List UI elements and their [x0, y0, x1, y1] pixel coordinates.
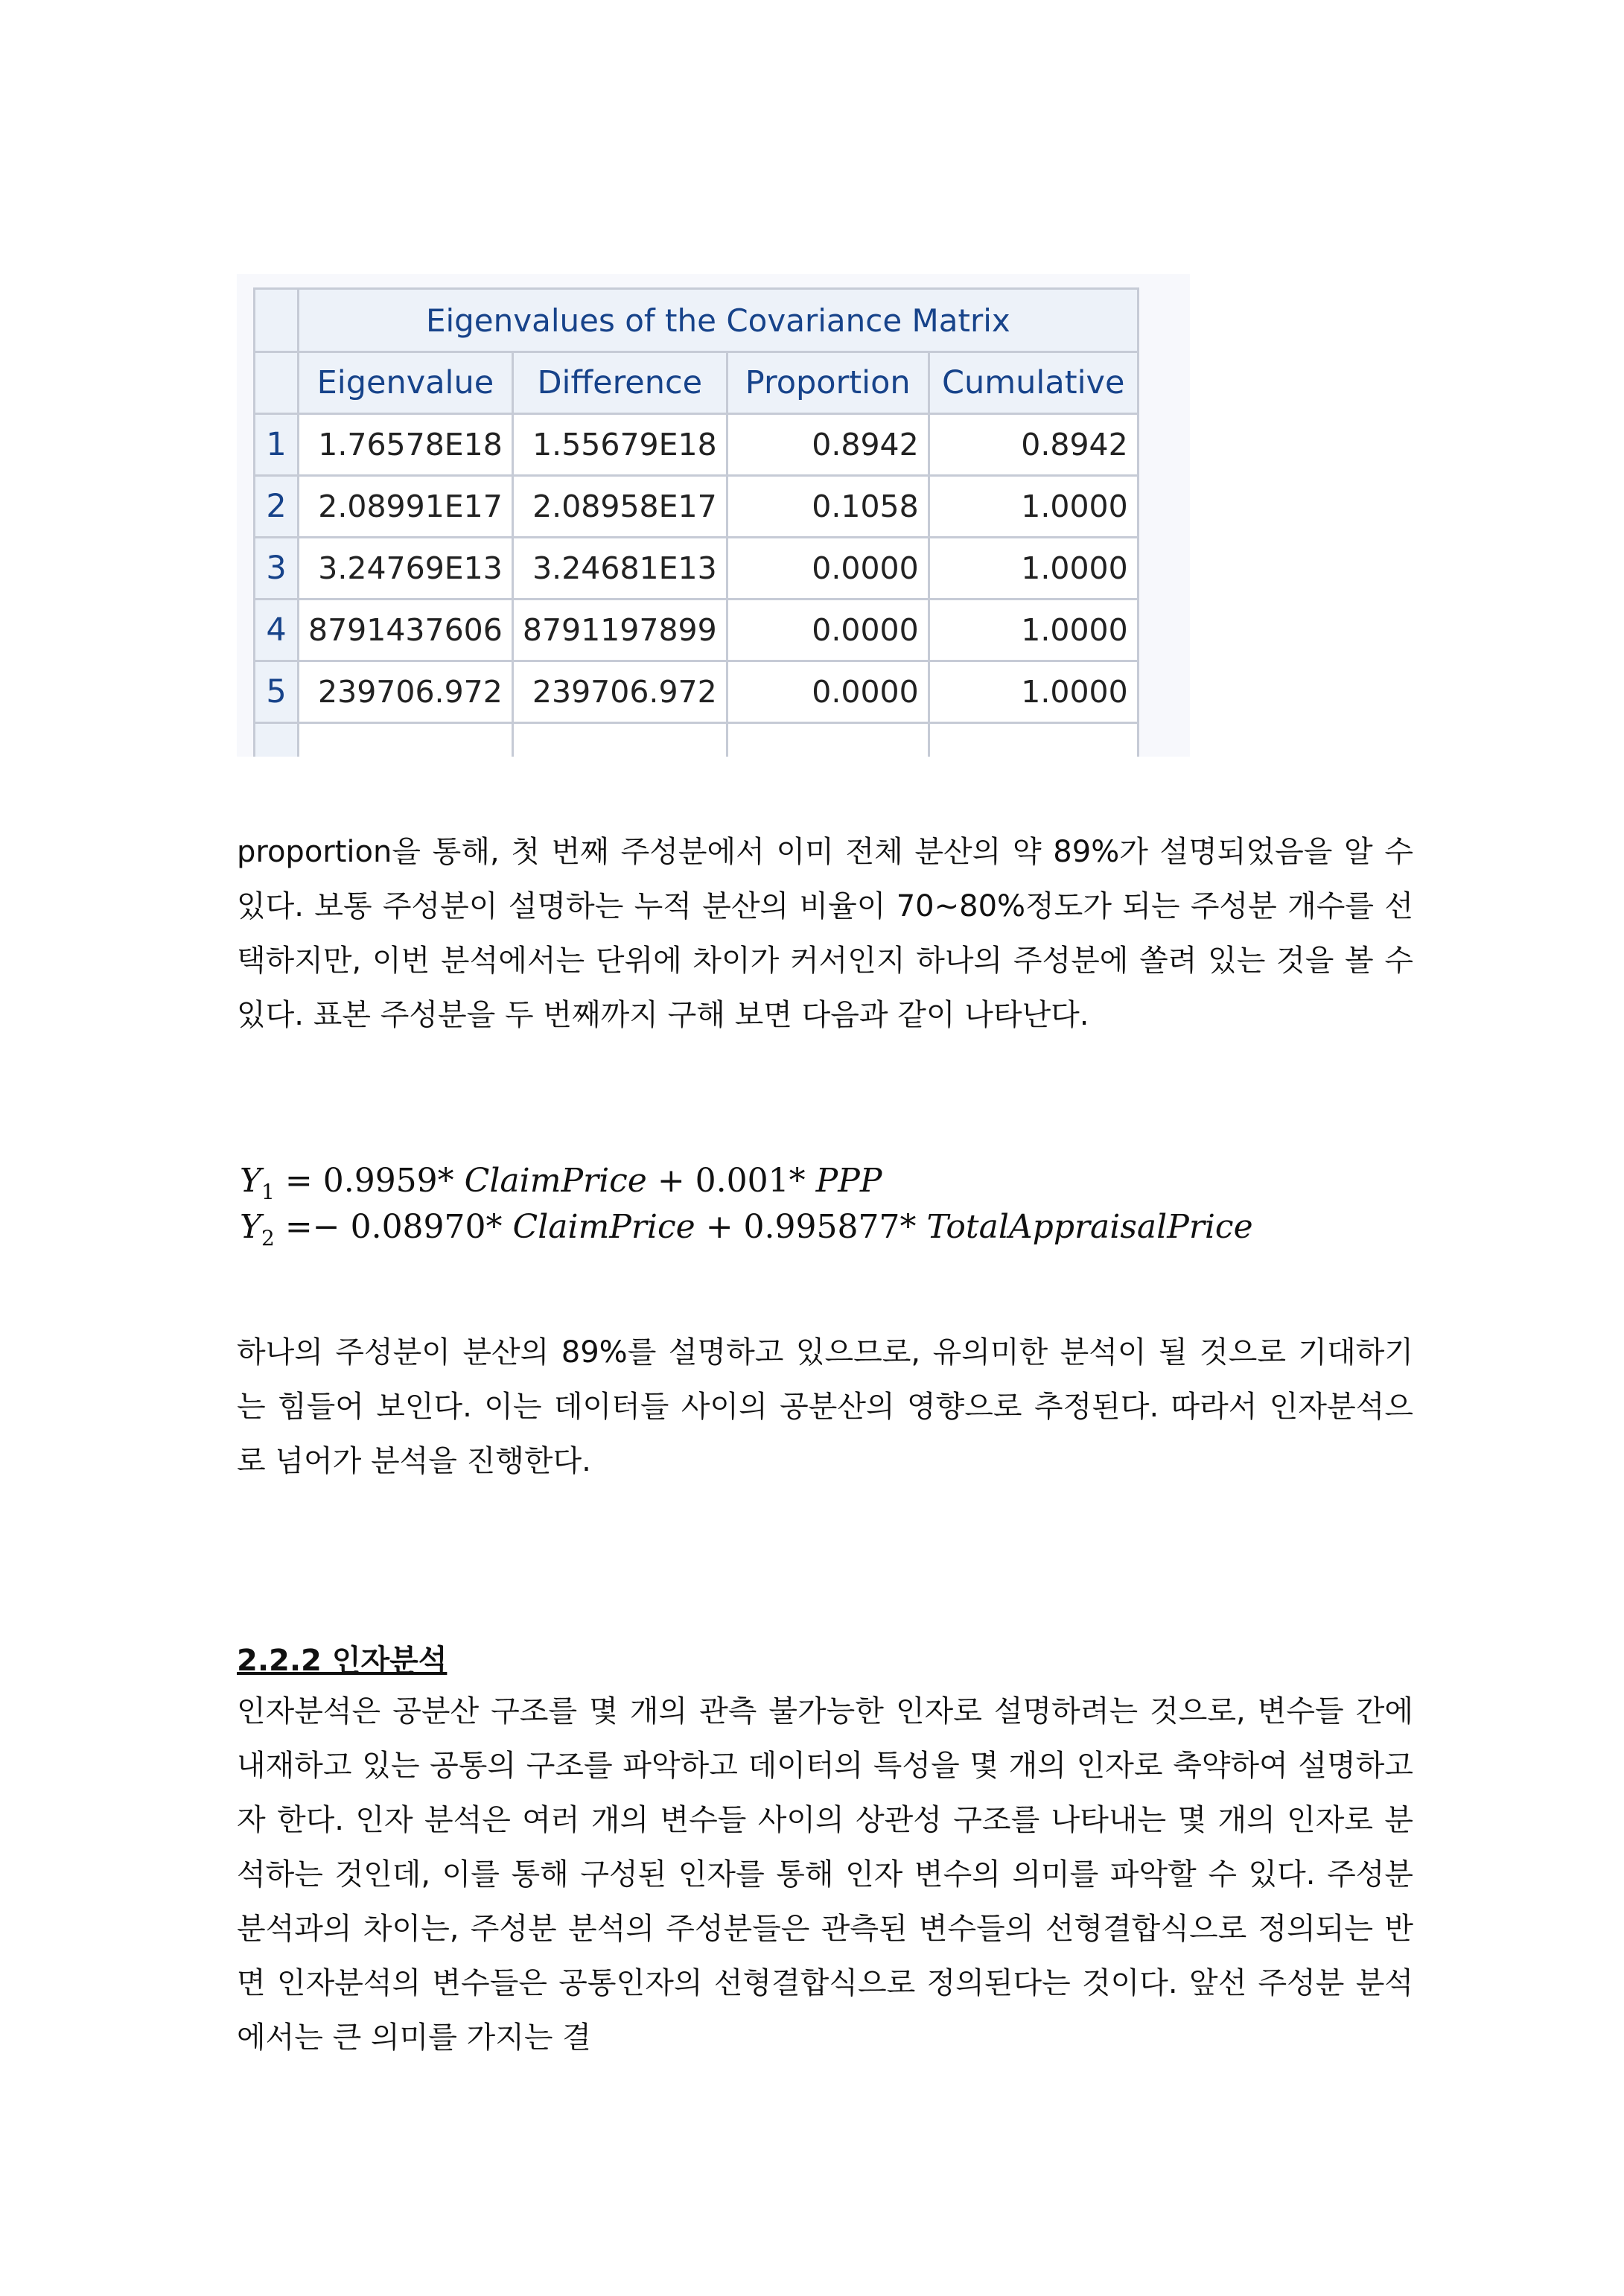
difference-cell: 1.55679E18: [512, 414, 727, 476]
eigenvalue-cell: 3.24769E13: [299, 538, 513, 600]
eigenvalue-table: [253, 287, 1139, 757]
cumulative-cell: 1.0000: [929, 600, 1138, 661]
difference-cell: 8791197899: [512, 600, 727, 661]
proportion-cell: 0.1058: [727, 476, 929, 538]
equation-y2: [240, 1208, 1253, 1250]
equation-variable: PPP: [815, 1162, 882, 1200]
equation-variable: ClaimPrice: [512, 1208, 695, 1246]
table-row: [255, 600, 1139, 661]
eigenvalue-table-screenshot: [237, 274, 1190, 757]
equation-lhs: Y: [240, 1208, 262, 1246]
paragraph-interpretation: 하나의 주성분이 분산의 89%를 설명하고 있으므로, 유의미한 분석이 될 것으로 기대하기는 힘들어 보인다. 이는 데이터들 사이의 공분산의 영향으로 추정된다. 따라서 인자분석으로 넘어가 분석을 진행한다.: [237, 1335, 1413, 1478]
table-row: [255, 476, 1139, 538]
row-number: 1: [255, 414, 299, 476]
proportion-cell: 0.0000: [727, 538, 929, 600]
difference-cell: 3.24681E13: [512, 538, 727, 600]
table-row-cropped: [255, 723, 1139, 757]
eigenvalue-cell: 1.76578E18: [299, 414, 513, 476]
column-header-eigenvalue: Eigenvalue: [299, 352, 513, 414]
table-row: [255, 538, 1139, 600]
equation-term: + 0.995877*: [695, 1208, 927, 1246]
equation-subscript: 1: [261, 1179, 275, 1204]
row-number: 2: [255, 476, 299, 538]
table-title: Eigenvalues of the Covariance Matrix: [299, 289, 1139, 352]
section-heading: 2.2.2 인자분석: [237, 1644, 448, 1678]
column-header-difference: Difference: [512, 352, 727, 414]
equation-y1: [240, 1162, 882, 1204]
cumulative-cell: 1.0000: [929, 661, 1138, 723]
table-row: [255, 661, 1139, 723]
equation-term: =− 0.08970*: [274, 1208, 513, 1246]
proportion-cell: 0.0000: [727, 661, 929, 723]
equation-term: = 0.9959*: [274, 1162, 465, 1200]
difference-cell: 239706.972: [512, 661, 727, 723]
equation-term: + 0.001*: [646, 1162, 816, 1200]
proportion-cell: 0.0000: [727, 600, 929, 661]
paragraph-proportion: proportion을 통해, 첫 번째 주성분에서 이미 전체 분산의 약 89%가 설명되었음을 알 수 있다. 보통 주성분이 설명하는 누적 분산의 비율이 70~80%정도가 되는 주성분 개수를 선택하지만, 이번 분석에서는 단위에 차이가 커서인지 하나의 주성분에 쏠려 있는 것을 볼 수 있다. 표본 주성분을 두 번째까지 구해 보면 다음과 같이 나타난다.: [237, 835, 1413, 1032]
column-header-proportion: Proportion: [727, 352, 929, 414]
column-header-cumulative: Cumulative: [929, 352, 1138, 414]
row-number: 5: [255, 661, 299, 723]
eigenvalue-cell: 2.08991E17: [299, 476, 513, 538]
row-number: 4: [255, 600, 299, 661]
eigenvalue-cell: 239706.972: [299, 661, 513, 723]
cumulative-cell: 0.8942: [929, 414, 1138, 476]
cumulative-cell: 1.0000: [929, 538, 1138, 600]
equation-variable: TotalAppraisalPrice: [926, 1208, 1253, 1246]
proportion-cell: 0.8942: [727, 414, 929, 476]
table-row: [255, 414, 1139, 476]
equation-subscript: 2: [261, 1225, 275, 1250]
row-number: 3: [255, 538, 299, 600]
eigenvalue-cell: 8791437606: [299, 600, 513, 661]
cumulative-cell: 1.0000: [929, 476, 1138, 538]
equation-variable: ClaimPrice: [464, 1162, 647, 1200]
equation-lhs: Y: [240, 1162, 262, 1200]
difference-cell: 2.08958E17: [512, 476, 727, 538]
paragraph-factor-analysis: 인자분석은 공분산 구조를 몇 개의 관측 불가능한 인자로 설명하려는 것으로, 변수들 간에 내재하고 있는 공통의 구조를 파악하고 데이터의 특성을 몇 개의 인자로 축약하여 설명하고자 한다. 인자 분석은 여러 개의 변수들 사이의 상관성 구조를 나타내는 몇 개의 인자로 분석하는 것인데, 이를 통해 구성된 인자를 통해 인자 변수의 의미를 파악할 수 있다. 주성분 분석과의 차이는, 주성분 분석의 주성분들은 관측된 변수들의 선형결합식으로 정의되는 반면 인자분석의 변수들은 공통인자의 선형결합식으로 정의된다는 것이다. 앞선 주성분 분석에서는 큰 의미를 가지는 결: [237, 1694, 1413, 2055]
